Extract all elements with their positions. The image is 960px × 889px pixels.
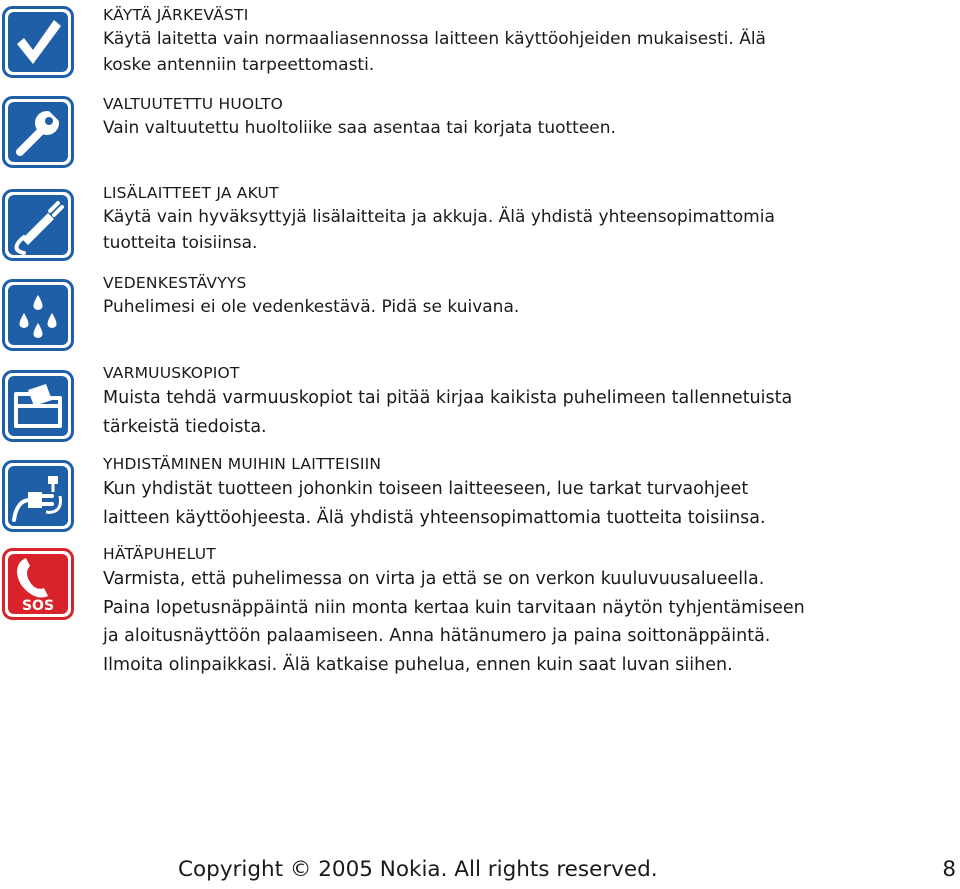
section-text [103, 294, 943, 320]
connector-plug-icon [2, 460, 74, 532]
section-text [103, 565, 943, 679]
section-heading: HÄTÄPUHELUT [103, 545, 216, 563]
section-text [103, 204, 943, 256]
section-text [103, 384, 943, 441]
section-use-sensibly [103, 4, 943, 78]
section-accessories-batteries [103, 182, 943, 256]
text-line: Puhelimesi ei ole vedenkestävä. Pidä se kuivana. [103, 297, 520, 317]
text-line: Käytä laitetta vain normaaliasennossa laitteen käyttöohjeiden mukaisesti. Älä [103, 29, 766, 49]
section-heading: KÄYTÄ JÄRKEVÄSTI [103, 6, 249, 24]
section-heading: YHDISTÄMINEN MUIHIN LAITTEISIIN [103, 455, 382, 473]
text-line: tärkeistä tiedoista. [103, 416, 267, 437]
text-line: Ilmoita olinpaikkasi. Älä katkaise puhelua, ennen kuin saat luvan siihen. [103, 654, 733, 675]
sos-phone-icon [2, 548, 74, 620]
section-heading: VALTUUTETTU HUOLTO [103, 95, 284, 113]
water-drops-icon [2, 279, 74, 351]
checkmark-icon [2, 6, 74, 78]
folder-backup-icon [2, 370, 74, 442]
text-line: tuotteita toisiinsa. [103, 233, 258, 253]
text-line: Muista tehdä varmuuskopiot tai pitää kirjaa kaikista puhelimeen tallennetuista [103, 388, 793, 408]
text-line: Vain valtuutettu huoltoliike saa asentaa tai korjata tuotteen. [103, 118, 616, 138]
text-line: laitteen käyttöohjeesta. Älä yhdistä yhteensopimattomia tuotteita toisiinsa. [103, 507, 766, 528]
section-text [103, 475, 943, 532]
text-line: Kun yhdistät tuotteen johonkin toiseen laitteeseen, lue tarkat turvaohjeet [103, 479, 749, 499]
text-line: ja aloitusnäyttöön palaamiseen. Anna hätänumero ja paina soittonäppäintä. [103, 626, 771, 646]
section-water-resistance [103, 272, 943, 320]
section-authorized-service [103, 93, 943, 141]
copyright-notice: Copyright © 2005 Nokia. All rights reserved. [178, 857, 658, 882]
text-line: Paina lopetusnäppäintä niin monta kertaa kuin tarvitaan näytön tyhjentämiseen [103, 597, 805, 618]
sos-label: SOS [21, 598, 55, 614]
section-backups [103, 362, 943, 441]
text-line: Varmista, että puhelimessa on virta ja että se on verkon kuuluvuusalueella. [103, 569, 765, 589]
page-number: 8 [942, 857, 956, 882]
section-emergency-calls [103, 543, 943, 679]
plug-icon [2, 189, 74, 261]
text-line: Käytä vain hyväksyttyjä lisälaitteita ja akkuja. Älä yhdistä yhteensopimattomia [103, 207, 775, 227]
section-heading: LISÄLAITTEET JA AKUT [103, 184, 279, 202]
wrench-icon [2, 96, 74, 168]
section-text [103, 26, 943, 78]
text-line: koske antenniin tarpeettomasti. [103, 55, 375, 75]
section-heading: VEDENKESTÄVYYS [103, 274, 247, 292]
section-connecting-devices [103, 453, 943, 532]
section-text [103, 115, 943, 141]
section-heading: VARMUUSKOPIOT [103, 364, 240, 382]
